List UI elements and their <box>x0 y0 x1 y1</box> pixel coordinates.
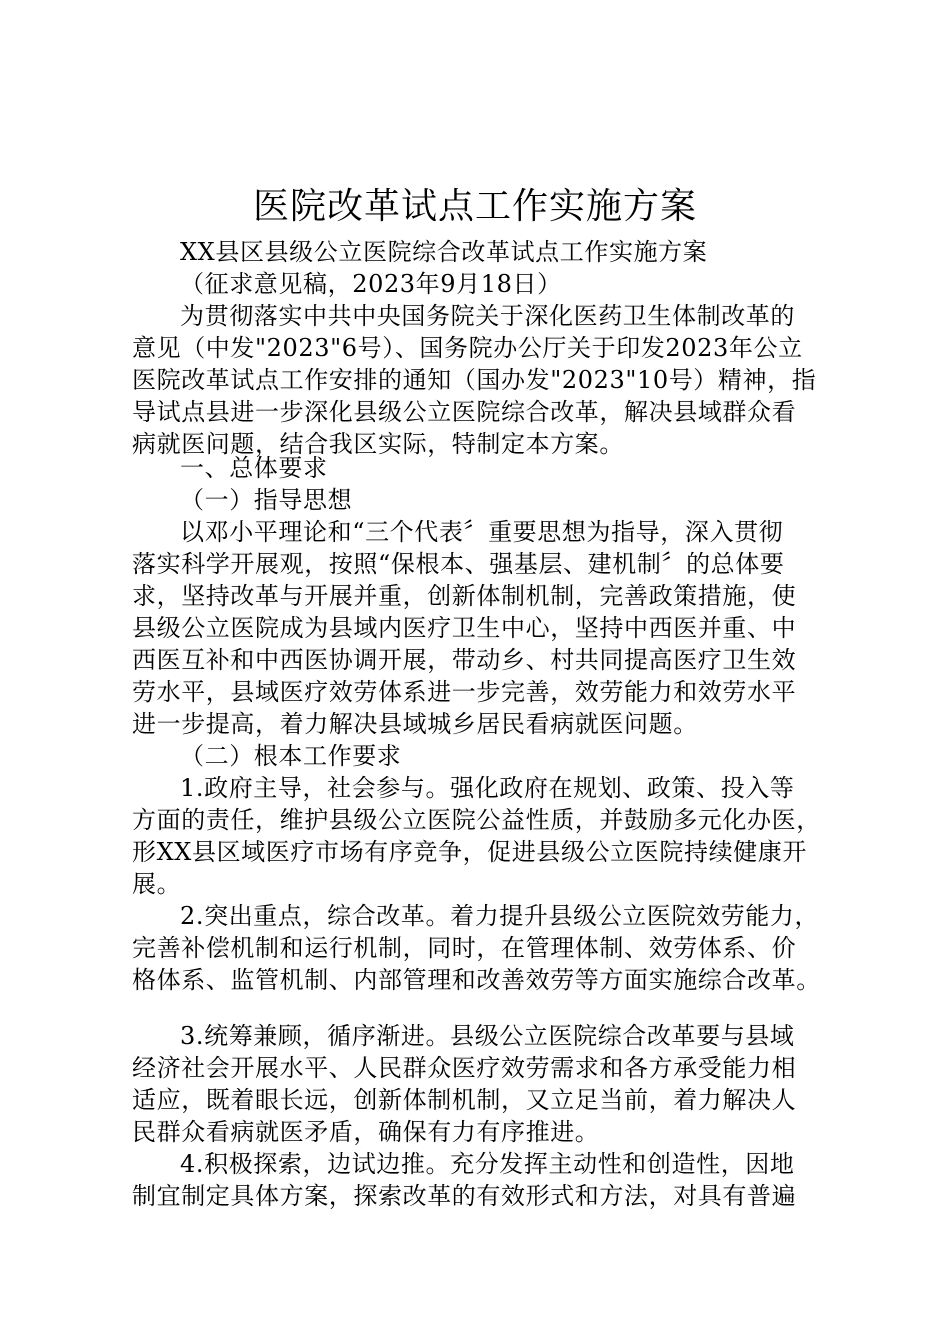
paragraph-line: 3.统筹兼顾，循序渐进。县级公立医院综合改革要与县域 <box>180 1022 795 1050</box>
document-title: 医院改革试点工作实施方案 <box>252 186 697 227</box>
paragraph-line: 形XX县区域医疗市场有序竞争，促进县级公立医院持续健康开 <box>132 838 807 866</box>
draft-note-line: （征求意见稿，2023年9月18日） <box>180 270 562 298</box>
paragraph-line: 2.突出重点，综合改革。着力提升县级公立医院效劳能力， <box>180 902 820 930</box>
paragraph-line: 适应，既着眼长远，创新体制机制，又立足当前，着力解决人 <box>132 1086 797 1114</box>
paragraph-line: 经济社会开展水平、人民群众医疗效劳需求和各方承受能力相 <box>132 1054 797 1082</box>
paragraph-line: 4.积极探索，边试边推。充分发挥主动性和创造性，因地 <box>180 1150 795 1178</box>
paragraph-line: 格体系、监管机制、内部管理和改善效劳等方面实施综合改革。 <box>132 966 821 994</box>
paragraph-line: 西医互补和中西医协调开展，带动乡、村共同提高医疗卫生效 <box>132 646 797 674</box>
paragraph-line: 方面的责任，维护县级公立医院公益性质，并鼓励多元化办医， <box>132 806 821 834</box>
subsection-heading: （二）根本工作要求 <box>180 742 402 770</box>
subtitle-line: XX县区县级公立医院综合改革试点工作实施方案 <box>180 238 708 266</box>
paragraph-line: 完善补偿机制和运行机制，同时，在管理体制、效劳体系、价 <box>132 934 797 962</box>
paragraph-line: 劳水平，县域医疗效劳体系进一步完善，效劳能力和效劳水平 <box>132 678 797 706</box>
paragraph-line: 1.政府主导，社会参与。强化政府在规划、政策、投入等 <box>180 774 795 802</box>
paragraph-line: 求，坚持改革与开展并重，创新体制机制，完善政策措施，使 <box>132 582 797 610</box>
paragraph-line: 医院改革试点工作安排的通知（国办发"2023"10号）精神，指 <box>132 366 817 394</box>
paragraph-line: 进一步提高，着力解决县域城乡居民看病就医问题。 <box>132 710 698 738</box>
paragraph-line: 以邓小平理论和“三个代表〞重要思想为指导，深入贯彻 <box>180 518 784 546</box>
paragraph-line: 落实科学开展观，按照“保根本、强基层、建机制〞的总体要 <box>132 550 785 578</box>
paragraph-line: 民群众看病就医矛盾，确保有力有序推进。 <box>132 1118 600 1146</box>
paragraph-line: 为贯彻落实中共中央国务院关于深化医药卫生体制改革的 <box>180 302 795 330</box>
paragraph-line: 意见（中发"2023"6号）、国务院办公厅关于印发2023年公立 <box>132 334 803 362</box>
section-heading: 一、总体要求 <box>180 454 328 482</box>
subsection-heading: （一）指导思想 <box>180 486 353 514</box>
paragraph-line: 导试点县进一步深化县级公立医院综合改革，解决县域群众看 <box>132 398 797 426</box>
paragraph-line: 展。 <box>132 870 182 898</box>
paragraph-line: 制宜制定具体方案，探索改革的有效形式和方法，对具有普遍 <box>132 1182 797 1210</box>
paragraph-line: 病就医问题，结合我区实际，特制定本方案。 <box>132 430 624 458</box>
paragraph-line: 县级公立医院成为县域内医疗卫生中心，坚持中西医并重、中 <box>132 614 797 642</box>
